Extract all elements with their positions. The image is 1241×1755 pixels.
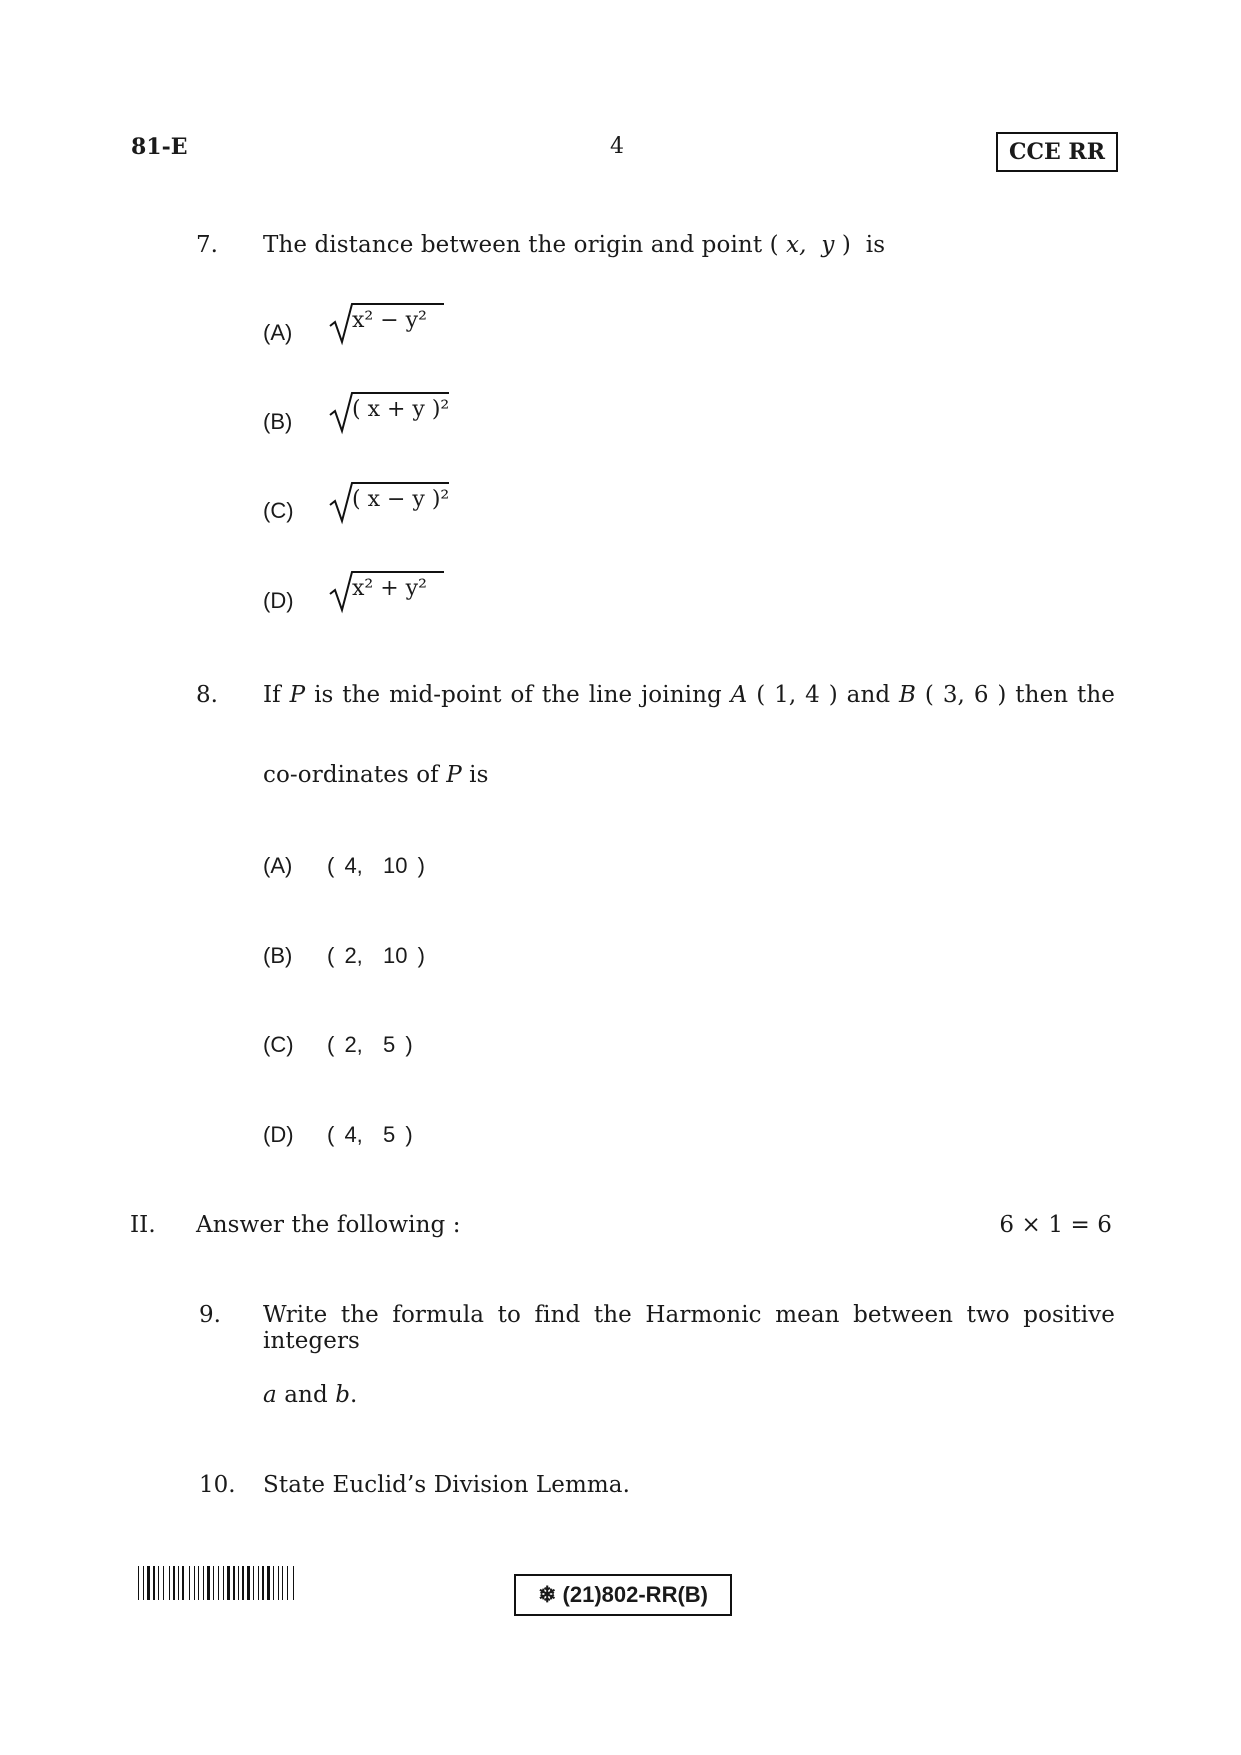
q8-option-b-label: (B) — [263, 943, 293, 968]
paper-code: 81-E — [131, 134, 188, 160]
q8-line-2: co-ordinates of P is — [263, 762, 489, 788]
q7-number: 7. — [196, 232, 218, 258]
series-box: CCE RR — [996, 132, 1118, 172]
q8-option-c-label: (C) — [263, 1032, 294, 1057]
q7-text: The distance between the origin and point ( x, y ) is — [263, 232, 886, 258]
q8-option-d-label: (D) — [263, 1122, 294, 1147]
q9-line-2: a and b. — [263, 1382, 358, 1408]
q7-option-c-radicand: ( x − y )² — [352, 487, 450, 512]
q8-line-1: If P is the mid-point of the line joining A ( 1, 4 ) and B ( 3, 6 ) then the — [263, 682, 1116, 708]
footer-code: ❄ (21)802-RR(B) — [514, 1574, 732, 1616]
q8-option-a-label: (A) — [263, 853, 293, 878]
section-title: Answer the following : — [196, 1212, 461, 1238]
q10-text: State Euclid’s Division Lemma. — [263, 1472, 631, 1498]
q10-number: 10. — [199, 1472, 236, 1498]
q9-number: 9. — [199, 1302, 221, 1328]
barcode — [138, 1566, 370, 1600]
q7-option-d-radicand: x² + y² — [352, 576, 427, 601]
q7-option-d-label: (D) — [263, 588, 294, 613]
section-numeral: II. — [130, 1212, 156, 1238]
q7-option-a-radicand: x² − y² — [352, 308, 427, 333]
page-number: 4 — [610, 134, 624, 159]
q7-option-b-radicand: ( x + y )² — [352, 397, 450, 422]
q8-option-d-value: ( 4, 5 ) — [327, 1122, 413, 1147]
q9-line-1: Write the formula to find the Harmonic mean between two positive integers — [263, 1302, 1115, 1354]
q8-number: 8. — [196, 682, 218, 708]
q8-option-c-value: ( 2, 5 ) — [327, 1032, 413, 1057]
section-marks: 6 × 1 = 6 — [999, 1212, 1112, 1238]
q7-option-c-label: (C) — [263, 498, 294, 523]
q7-option-a-label: (A) — [263, 320, 293, 345]
q8-option-b-value: ( 2, 10 ) — [327, 943, 425, 968]
q7-option-b-label: (B) — [263, 409, 293, 434]
q8-option-a-value: ( 4, 10 ) — [327, 853, 425, 878]
